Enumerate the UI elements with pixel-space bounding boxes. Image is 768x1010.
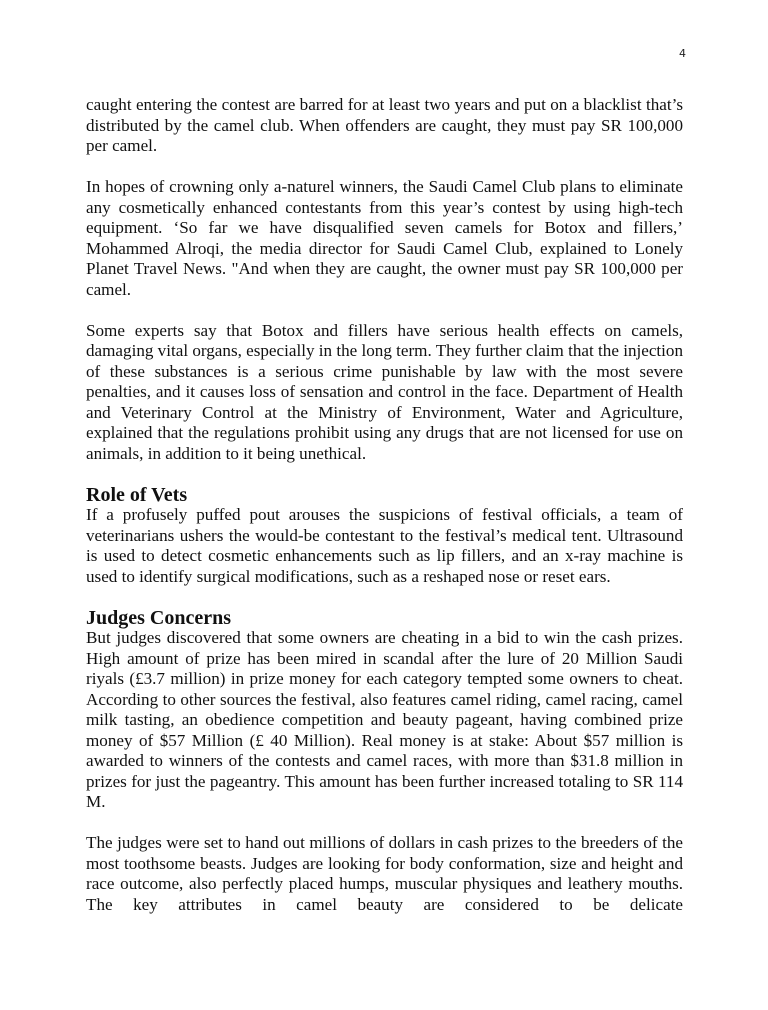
paragraph-camel-club-plans: In hopes of crowning only a-naturel winners, the Saudi Camel Club plans to eliminate any cosmetically enhanced contestants from this year’s contest by using high-tech equipment. ‘So far we have disqualified seven camels for Botox and fillers,’ Mohammed Alroqi, the media director for Saudi Camel Club, explained to Lonely Planet Travel News. "And when they are caught, the owner must pay SR 100,000 per camel. xyxy=(86,177,683,299)
paragraph-vets: If a profusely puffed pout arouses the suspicions of festival officials, a team of veterinarians ushers the would-be contestant to the festival’s medical tent. Ultrasound is used to detect cosmetic enhancements such as lip fillers, and an x-ray machine is used to identify surgical modifications, such as a reshaped nose or reset ears. xyxy=(86,505,683,586)
paragraph-judging-criteria: The judges were set to hand out millions of dollars in cash prizes to the breeders of the most toothsome beasts. Judges are looking for body conformation, size and height and race outcome, also perfectly placed humps, muscular physiques and leathery mouths. The key attributes in camel beauty are considered to be delicate xyxy=(86,833,683,914)
paragraph-health-effects: Some experts say that Botox and fillers have serious health effects on camels, damaging vital organs, especially in the long term. They further claim that the injection of these substances is a serious crime punishable by law with the most severe penalties, and it causes loss of sensation and control in the face. Department of Health and Veterinary Control at the Ministry of Environment, Water and Agriculture, explained that the regulations prohibit using any drugs that are not licensed for use on animals, in addition to it being unethical. xyxy=(86,320,684,463)
section-heading: Role of Vets xyxy=(86,483,188,506)
section-heading: Judges Concerns xyxy=(86,606,232,629)
section-judges-concerns xyxy=(86,608,683,916)
document-body xyxy=(86,95,683,936)
page-number: 4 xyxy=(679,47,686,60)
section-role-of-vets xyxy=(86,485,683,588)
paragraph-continued: caught entering the contest are barred for at least two years and put on a blacklist that’s distributed by the camel club. When offenders are caught, they must pay SR 100,000 per camel. xyxy=(86,95,683,155)
paragraph-prizes: But judges discovered that some owners are cheating in a bid to win the cash prizes. High amount of prize has been mired in scandal after the lure of 20 Million Saudi riyals (£3.7 million) in prize money for each category tempted some owners to cheat. According to other sources the festival, also features camel riding, camel racing, camel milk tasting, an obedience competition and beauty pageant, having combined prize money of $57 Million (£ 40 Million). Real money is at stake: About $57 million is awarded to winners of the contests and camel races, with more than $31.8 million in prizes for just the pageantry. This amount has been further increased totaling to SR 114 M. xyxy=(86,628,683,811)
